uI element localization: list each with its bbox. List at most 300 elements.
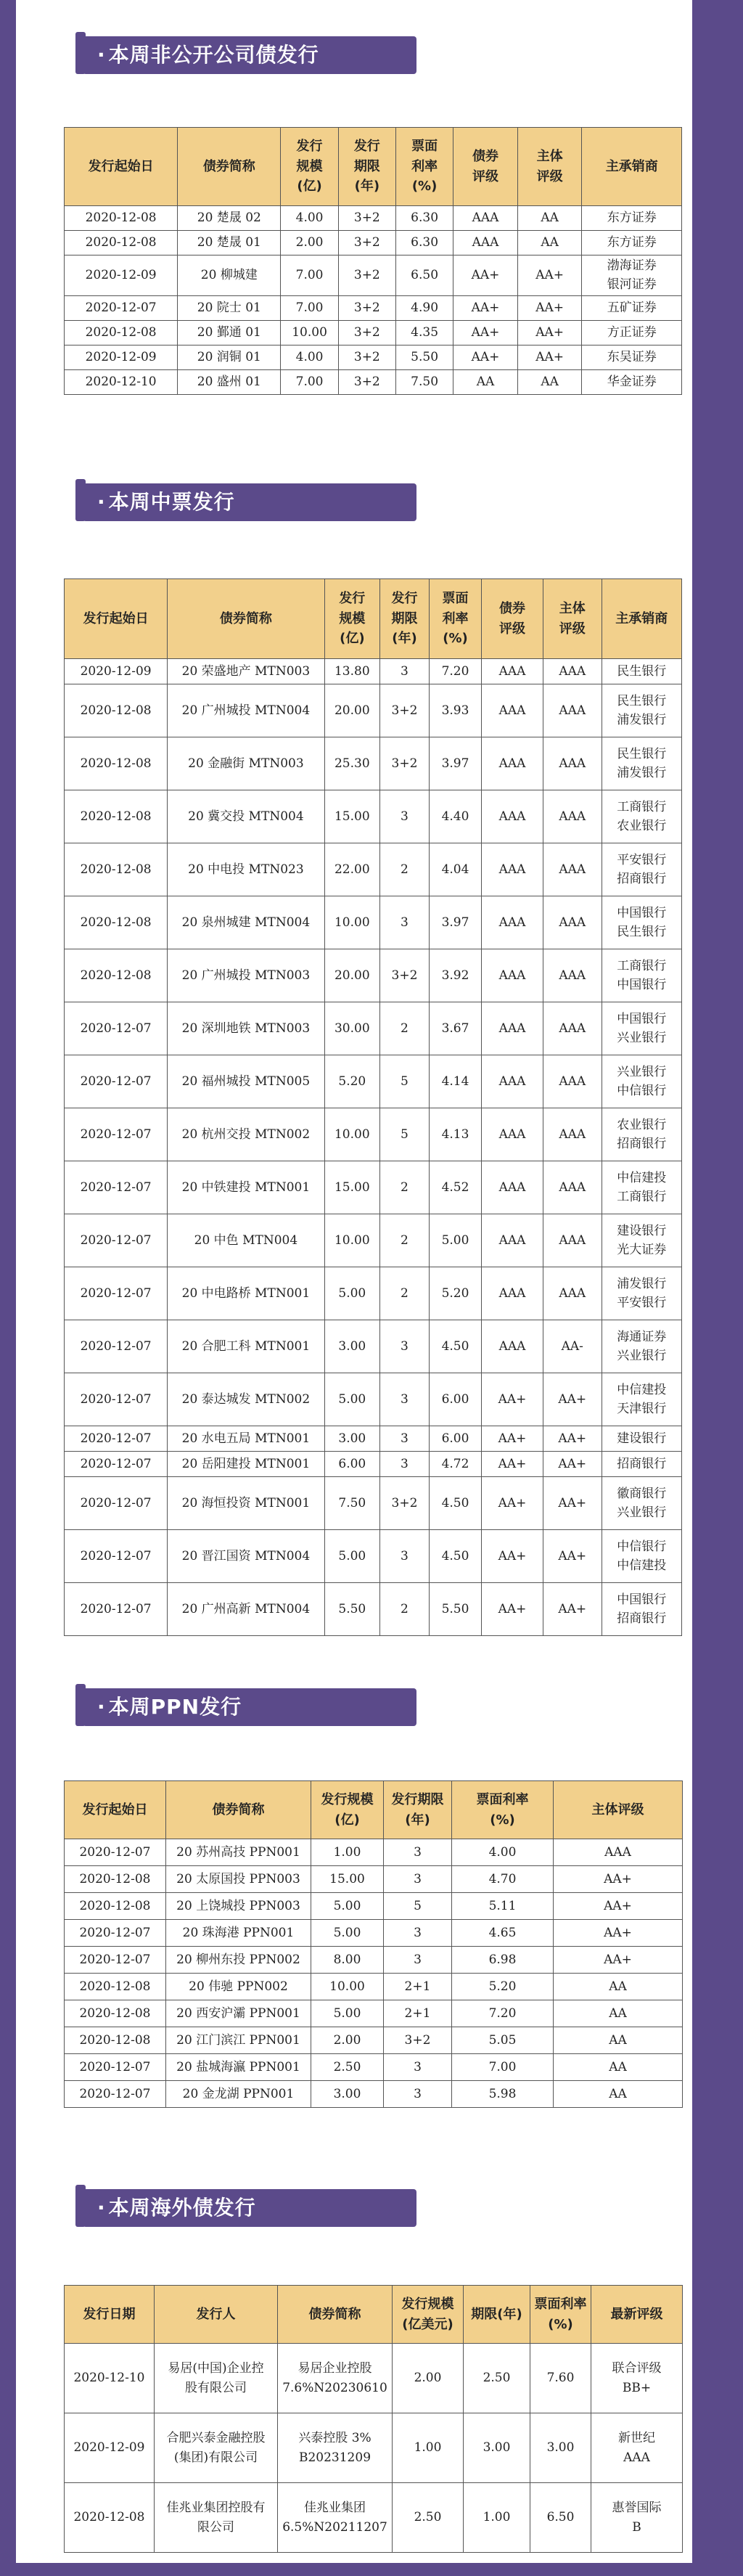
table-cell: 3.93 — [429, 684, 481, 737]
table-cell: 中信银行 中信建投 — [602, 1530, 681, 1583]
column-header: 债券简称 — [178, 128, 281, 206]
table-cell: 22.00 — [324, 843, 379, 896]
overseas-bond-table — [64, 2285, 683, 2553]
table-row — [65, 255, 682, 296]
table-cell: AAA — [482, 896, 543, 949]
table-cell: AA+ — [554, 1866, 683, 1893]
table-cell: 7.60 — [530, 2344, 591, 2413]
table-cell: 3 — [384, 1839, 452, 1866]
table-cell: 3+2 — [338, 345, 395, 369]
table-cell: 5.00 — [311, 1893, 384, 1920]
table-row — [65, 1108, 682, 1161]
table-cell: AAA — [482, 1267, 543, 1320]
column-header: 发行规模 (亿) — [311, 1781, 384, 1839]
table-cell: 3+2 — [338, 295, 395, 320]
table-cell: 5.11 — [452, 1893, 554, 1920]
table-cell: AAA — [554, 1839, 683, 1866]
table-cell: 4.04 — [429, 843, 481, 896]
table-cell: AAA — [543, 1161, 602, 1214]
table-cell: 合肥兴泰金融控股 (集团)有限公司 — [155, 2413, 278, 2483]
table-cell: 6.50 — [395, 255, 453, 296]
column-header: 主体 评级 — [543, 579, 602, 659]
table-cell: 7.50 — [324, 1477, 379, 1530]
table-cell: 5.20 — [324, 1055, 379, 1108]
table-cell: AAA — [482, 790, 543, 843]
table-cell: 中信建投 天津银行 — [602, 1373, 681, 1426]
table-cell: 6.00 — [429, 1373, 481, 1426]
table-cell: 3.97 — [429, 896, 481, 949]
section-header-overseas: · 本周海外债发行 — [75, 2185, 416, 2227]
table-cell: 20 杭州交投 MTN002 — [168, 1108, 324, 1161]
table-cell: 15.00 — [324, 790, 379, 843]
table-row — [65, 2000, 683, 2027]
table-cell: 东方证券 — [582, 206, 682, 231]
table-row — [65, 2027, 683, 2054]
table-cell: 1.00 — [311, 1839, 384, 1866]
table-row — [65, 231, 682, 255]
table-cell: 20 西安沪灞 PPN001 — [166, 2000, 311, 2027]
column-header: 票面 利率 (%) — [429, 579, 481, 659]
section-title-corp-bond: 本周非公开公司债发行 — [108, 43, 319, 67]
table-cell: 2020-12-07 — [65, 1530, 168, 1583]
table-cell: AAA — [482, 1108, 543, 1161]
table-cell: 20 金龙湖 PPN001 — [166, 2081, 311, 2108]
column-header: 发行起始日 — [65, 579, 168, 659]
table-cell: 20 中电路桥 MTN001 — [168, 1267, 324, 1320]
table-cell: 20 冀交投 MTN004 — [168, 790, 324, 843]
table-cell: AAA — [482, 1002, 543, 1055]
column-header: 发行 规模 (亿) — [324, 579, 379, 659]
table-cell: 5.05 — [452, 2027, 554, 2054]
bottom-border — [0, 2563, 743, 2576]
table-cell: 海通证券 兴业银行 — [602, 1320, 681, 1373]
table-cell: 2020-12-07 — [65, 1839, 166, 1866]
table-cell: AAA — [543, 790, 602, 843]
table-cell: 5 — [380, 1055, 430, 1108]
table-cell: 20 荣盛地产 MTN003 — [168, 659, 324, 684]
table-cell: 20.00 — [324, 684, 379, 737]
table-row — [65, 2483, 683, 2553]
column-header: 期限(年) — [464, 2286, 530, 2344]
table-cell: 2+1 — [384, 2000, 452, 2027]
table-row — [65, 2081, 683, 2108]
table-row — [65, 843, 682, 896]
table-cell: 3+2 — [338, 320, 395, 345]
table-cell: 20 太原国投 PPN003 — [166, 1866, 311, 1893]
table-cell: 20 广州城投 MTN003 — [168, 949, 324, 1002]
table-row — [65, 2413, 683, 2483]
table-cell: 20 润铜 01 — [178, 345, 281, 369]
table-cell: AA+ — [543, 1530, 602, 1583]
table-cell: 20 楚晟 02 — [178, 206, 281, 231]
table-row — [65, 1530, 682, 1583]
table-cell: 3.67 — [429, 1002, 481, 1055]
table-cell: 2.50 — [393, 2483, 464, 2553]
table-cell: 中国银行 招商银行 — [602, 1583, 681, 1636]
column-header: 债券简称 — [168, 579, 324, 659]
table-row — [65, 1839, 683, 1866]
table-row — [65, 369, 682, 394]
table-cell: 8.00 — [311, 1947, 384, 1974]
table-cell: 20 江门滨江 PPN001 — [166, 2027, 311, 2054]
table-row — [65, 2344, 683, 2413]
table-cell: 20 广州高新 MTN004 — [168, 1583, 324, 1636]
table-cell: 3+2 — [380, 949, 430, 1002]
table-row — [65, 790, 682, 843]
table-cell: 招商银行 — [602, 1452, 681, 1477]
table-cell: 5.50 — [429, 1583, 481, 1636]
table-row — [65, 1214, 682, 1267]
table-cell: 4.14 — [429, 1055, 481, 1108]
table-cell: 3 — [384, 1920, 452, 1947]
table-cell: 10.00 — [324, 896, 379, 949]
table-cell: 5.50 — [395, 345, 453, 369]
table-cell: 4.00 — [281, 206, 338, 231]
table-cell: 2020-12-07 — [65, 1214, 168, 1267]
table-row — [65, 1477, 682, 1530]
column-header: 发行 期限 (年) — [380, 579, 430, 659]
table-cell: 2020-12-08 — [65, 737, 168, 790]
table-cell: 7.00 — [281, 255, 338, 296]
table-cell: 5.98 — [452, 2081, 554, 2108]
table-cell: 2 — [380, 1583, 430, 1636]
table-cell: 5.00 — [324, 1530, 379, 1583]
table-cell: AA — [554, 2054, 683, 2081]
table-cell: 中信建投 工商银行 — [602, 1161, 681, 1214]
table-cell: 民生银行 浦发银行 — [602, 737, 681, 790]
table-cell: 3.00 — [464, 2413, 530, 2483]
table-cell: AAA — [543, 1214, 602, 1267]
table-cell: 3 — [380, 1452, 430, 1477]
table-cell: 20 金融街 MTN003 — [168, 737, 324, 790]
table-cell: 3 — [380, 1373, 430, 1426]
table-cell: 3.00 — [530, 2413, 591, 2483]
table-cell: 兴泰控股 3% B20231209 — [278, 2413, 393, 2483]
table-cell: 佳兆业集团 6.5%N20211207 — [278, 2483, 393, 2553]
column-header: 发行人 — [155, 2286, 278, 2344]
table-cell: 2020-12-09 — [65, 345, 178, 369]
table-cell: 5.00 — [311, 1920, 384, 1947]
table-cell: AA+ — [543, 1452, 602, 1477]
table-cell: 3+2 — [338, 206, 395, 231]
table-cell: 5.00 — [324, 1267, 379, 1320]
table-cell: AA — [554, 2027, 683, 2054]
table-cell: AA+ — [482, 1530, 543, 1583]
table-row — [65, 1947, 683, 1974]
table-cell: AA+ — [482, 1477, 543, 1530]
ppn-table — [64, 1780, 683, 2108]
table-cell: 2020-12-08 — [65, 1866, 166, 1893]
table-cell: AAA — [482, 843, 543, 896]
column-header: 主体评级 — [554, 1781, 683, 1839]
table-cell: 2020-12-08 — [65, 949, 168, 1002]
table-cell: 4.50 — [429, 1320, 481, 1373]
table-cell: 4.50 — [429, 1530, 481, 1583]
table-cell: AA+ — [482, 1583, 543, 1636]
table-cell: 3 — [380, 1530, 430, 1583]
table-cell: AAA — [543, 949, 602, 1002]
table-cell: AAA — [482, 1161, 543, 1214]
table-cell: 3.97 — [429, 737, 481, 790]
table-cell: 30.00 — [324, 1002, 379, 1055]
table-cell: 2020-12-08 — [65, 320, 178, 345]
table-cell: 20 水电五局 MTN001 — [168, 1426, 324, 1452]
table-cell: 7.20 — [429, 659, 481, 684]
table-cell: 1.00 — [464, 2483, 530, 2553]
table-cell: 7.00 — [452, 2054, 554, 2081]
table-cell: 10.00 — [324, 1108, 379, 1161]
table-cell: 3 — [380, 896, 430, 949]
table-cell: 工商银行 农业银行 — [602, 790, 681, 843]
table-cell: 3 — [384, 1947, 452, 1974]
table-cell: 联合评级 BB+ — [591, 2344, 683, 2413]
table-cell: 易居企业控股 7.6%N20230610 — [278, 2344, 393, 2413]
table-cell: 20 中电投 MTN023 — [168, 843, 324, 896]
table-cell: AA+ — [554, 1947, 683, 1974]
table-cell: 工商银行 中国银行 — [602, 949, 681, 1002]
table-cell: 建设银行 光大证券 — [602, 1214, 681, 1267]
table-cell: 4.52 — [429, 1161, 481, 1214]
table-cell: 东吴证券 — [582, 345, 682, 369]
table-cell: 7.00 — [281, 369, 338, 394]
table-cell: 5 — [384, 1893, 452, 1920]
table-cell: AAA — [482, 1055, 543, 1108]
table-cell: 6.50 — [530, 2483, 591, 2553]
table-cell: 20 泰达城发 MTN002 — [168, 1373, 324, 1426]
table-cell: 2 — [380, 1002, 430, 1055]
table-cell: 中国银行 民生银行 — [602, 896, 681, 949]
table-cell: 2020-12-07 — [65, 1920, 166, 1947]
table-cell: 3.92 — [429, 949, 481, 1002]
column-header: 发行起始日 — [65, 1781, 166, 1839]
table-cell: 2.00 — [281, 231, 338, 255]
table-row — [65, 2054, 683, 2081]
table-row — [65, 345, 682, 369]
table-row — [65, 320, 682, 345]
table-cell: AA+ — [453, 255, 518, 296]
table-cell: 5.00 — [429, 1214, 481, 1267]
table-cell: 6.00 — [429, 1426, 481, 1452]
table-row — [65, 1320, 682, 1373]
table-header-row — [65, 128, 682, 206]
table-cell: AA+ — [554, 1893, 683, 1920]
table-cell: 2 — [380, 1267, 430, 1320]
table-cell: 3+2 — [338, 231, 395, 255]
table-cell: 3+2 — [380, 737, 430, 790]
column-header: 债券简称 — [278, 2286, 393, 2344]
table-cell: AAA — [482, 684, 543, 737]
table-cell: 20.00 — [324, 949, 379, 1002]
table-cell: 15.00 — [324, 1161, 379, 1214]
table-cell: AA+ — [517, 320, 582, 345]
table-cell: 5.20 — [452, 1974, 554, 2000]
table-cell: AA- — [543, 1320, 602, 1373]
section-header-ppn: · 本周PPN发行 — [75, 1684, 416, 1726]
table-cell: 2.50 — [464, 2344, 530, 2413]
table-cell: 2020-12-10 — [65, 369, 178, 394]
table-cell: AA — [517, 206, 582, 231]
table-cell: 2020-12-07 — [65, 295, 178, 320]
table-cell: 20 柳城建 — [178, 255, 281, 296]
table-cell: 2 — [380, 843, 430, 896]
table-cell: 20 盛州 01 — [178, 369, 281, 394]
section-header-corp-bond: · 本周非公开公司债发行 — [75, 32, 416, 74]
table-cell: 中国银行 兴业银行 — [602, 1002, 681, 1055]
table-cell: 民生银行 — [602, 659, 681, 684]
table-cell: AAA — [482, 949, 543, 1002]
table-row — [65, 659, 682, 684]
table-cell: 2020-12-07 — [65, 1947, 166, 1974]
table-row — [65, 896, 682, 949]
table-cell: 6.00 — [324, 1452, 379, 1477]
table-cell: 2020-12-08 — [65, 231, 178, 255]
table-cell: 2020-12-07 — [65, 1002, 168, 1055]
table-cell: 20 院士 01 — [178, 295, 281, 320]
table-cell: 徽商银行 兴业银行 — [602, 1477, 681, 1530]
table-cell: 20 福州城投 MTN005 — [168, 1055, 324, 1108]
table-cell: 20 盐城海瀛 PPN001 — [166, 2054, 311, 2081]
table-cell: 20 中色 MTN004 — [168, 1214, 324, 1267]
column-header: 主承销商 — [582, 128, 682, 206]
column-header: 票面利率 (%) — [530, 2286, 591, 2344]
table-cell: 兴业银行 中信银行 — [602, 1055, 681, 1108]
column-header: 债券 评级 — [453, 128, 518, 206]
table-cell: AAA — [543, 1267, 602, 1320]
table-cell: AAA — [482, 1320, 543, 1373]
table-cell: 20 合肥工科 MTN001 — [168, 1320, 324, 1373]
table-cell: 1.00 — [393, 2413, 464, 2483]
table-cell: AAA — [482, 737, 543, 790]
table-cell: 3 — [384, 1866, 452, 1893]
table-cell: AA+ — [482, 1373, 543, 1426]
table-cell: 2020-12-08 — [65, 843, 168, 896]
table-row — [65, 1267, 682, 1320]
table-cell: AA — [554, 1974, 683, 2000]
table-cell: 2020-12-07 — [65, 1161, 168, 1214]
table-cell: 3+2 — [384, 2027, 452, 2054]
table-cell: 5.20 — [429, 1267, 481, 1320]
table-cell: 2020-12-07 — [65, 2054, 166, 2081]
table-cell: 2020-12-08 — [65, 2483, 155, 2553]
table-row — [65, 949, 682, 1002]
table-cell: 3+2 — [338, 369, 395, 394]
table-cell: 4.50 — [429, 1477, 481, 1530]
table-cell: 4.00 — [281, 345, 338, 369]
table-cell: 新世纪 AAA — [591, 2413, 683, 2483]
table-cell: 4.40 — [429, 790, 481, 843]
table-cell: 20 深圳地铁 MTN003 — [168, 1002, 324, 1055]
table-cell: 4.35 — [395, 320, 453, 345]
table-cell: AAA — [543, 1002, 602, 1055]
table-row — [65, 1974, 683, 2000]
section-header-mtn: · 本周中票发行 — [75, 479, 416, 521]
table-cell: AA+ — [543, 1477, 602, 1530]
table-row — [65, 1055, 682, 1108]
table-cell: 20 中铁建投 MTN001 — [168, 1161, 324, 1214]
table-cell: 20 广州城投 MTN004 — [168, 684, 324, 737]
table-cell: AAA — [543, 1055, 602, 1108]
table-cell: 2020-12-08 — [65, 1893, 166, 1920]
table-cell: AAA — [543, 684, 602, 737]
table-cell: 4.13 — [429, 1108, 481, 1161]
table-cell: AAA — [543, 896, 602, 949]
table-cell: AA — [517, 369, 582, 394]
table-cell: 20 海恒投资 MTN001 — [168, 1477, 324, 1530]
table-cell: 10.00 — [281, 320, 338, 345]
table-cell: 农业银行 招商银行 — [602, 1108, 681, 1161]
table-cell: 3 — [380, 790, 430, 843]
column-header: 主体 评级 — [517, 128, 582, 206]
table-row — [65, 737, 682, 790]
table-cell: 2020-12-07 — [65, 1477, 168, 1530]
table-cell: 2020-12-07 — [65, 1583, 168, 1636]
table-row — [65, 1452, 682, 1477]
column-header: 最新评级 — [591, 2286, 683, 2344]
table-cell: 20 岳阳建投 MTN001 — [168, 1452, 324, 1477]
table-cell: 佳兆业集团控股有 限公司 — [155, 2483, 278, 2553]
section-title-mtn: 本周中票发行 — [108, 490, 235, 514]
table-cell: 2020-12-08 — [65, 896, 168, 949]
table-cell: 20 苏州高技 PPN001 — [166, 1839, 311, 1866]
table-cell: 3+2 — [380, 1477, 430, 1530]
column-header: 发行起始日 — [65, 128, 178, 206]
table-cell: 易居(中国)企业控 股有限公司 — [155, 2344, 278, 2413]
table-cell: 6.98 — [452, 1947, 554, 1974]
table-cell: 2.00 — [311, 2027, 384, 2054]
column-header: 发行 期限 (年) — [338, 128, 395, 206]
table-row — [65, 1866, 683, 1893]
table-row — [65, 1161, 682, 1214]
table-cell: 2020-12-08 — [65, 2000, 166, 2027]
table-cell: 2020-12-07 — [65, 1426, 168, 1452]
table-cell: 20 楚晟 01 — [178, 231, 281, 255]
table-cell: AA+ — [453, 345, 518, 369]
column-header: 主承销商 — [602, 579, 681, 659]
column-header: 票面 利率 (%) — [395, 128, 453, 206]
table-cell: 方正证券 — [582, 320, 682, 345]
table-row — [65, 1893, 683, 1920]
column-header: 发行 规模 (亿) — [281, 128, 338, 206]
table-cell: 10.00 — [311, 1974, 384, 2000]
table-cell: 3 — [380, 1320, 430, 1373]
table-cell: 平安银行 招商银行 — [602, 843, 681, 896]
table-cell: 民生银行 浦发银行 — [602, 684, 681, 737]
column-header: 发行日期 — [65, 2286, 155, 2344]
table-cell: 7.00 — [281, 295, 338, 320]
table-row — [65, 1426, 682, 1452]
table-cell: 3 — [380, 659, 430, 684]
table-cell: 3+2 — [338, 255, 395, 296]
table-cell: 15.00 — [311, 1866, 384, 1893]
table-cell: 2020-12-08 — [65, 2027, 166, 2054]
table-cell: AAA — [453, 231, 518, 255]
table-cell: AA+ — [554, 1920, 683, 1947]
table-cell: 5.00 — [324, 1373, 379, 1426]
table-cell: AA+ — [543, 1426, 602, 1452]
table-cell: 2020-12-08 — [65, 684, 168, 737]
table-cell: 6.30 — [395, 206, 453, 231]
column-header: 发行期限 (年) — [384, 1781, 452, 1839]
table-cell: 6.30 — [395, 231, 453, 255]
table-cell: 5.50 — [324, 1583, 379, 1636]
table-cell: 建设银行 — [602, 1426, 681, 1452]
section-title-overseas: 本周海外债发行 — [108, 2196, 256, 2220]
table-cell: 2 — [380, 1214, 430, 1267]
table-cell: AA+ — [517, 345, 582, 369]
table-cell: 华金证券 — [582, 369, 682, 394]
table-row — [65, 684, 682, 737]
column-header: 发行规模 (亿美元) — [393, 2286, 464, 2344]
